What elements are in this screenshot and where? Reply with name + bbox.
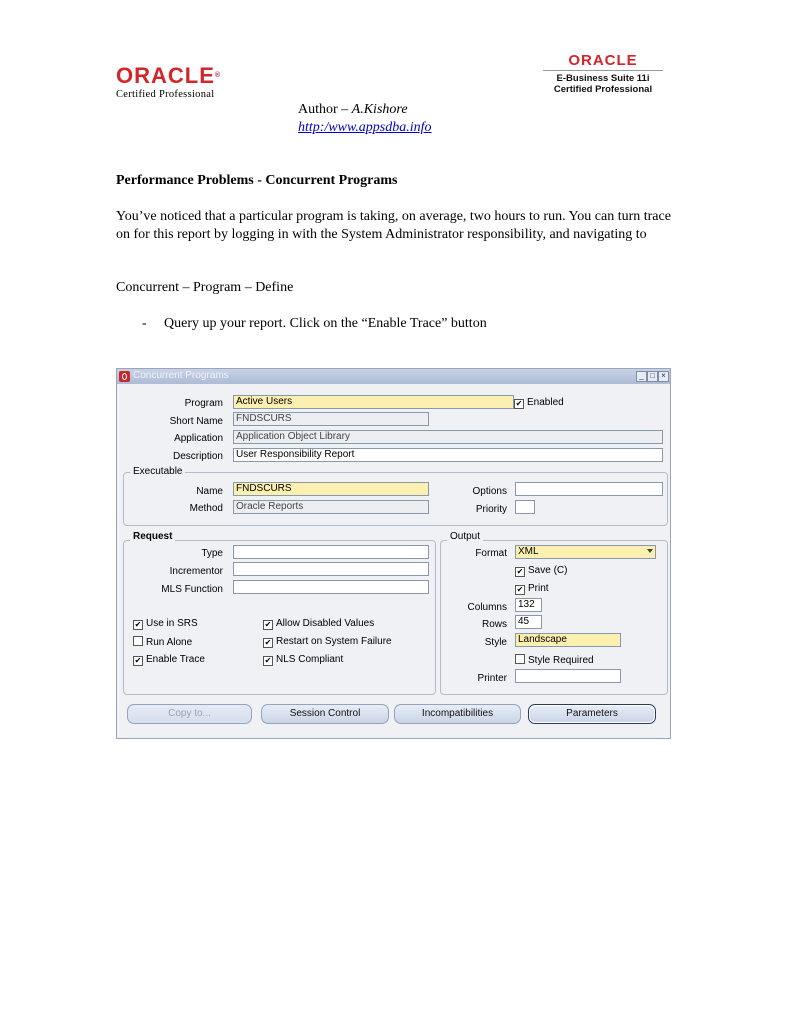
run-alone-label: Run Alone (146, 637, 193, 648)
empty-checkbox-icon (515, 654, 525, 664)
options-field[interactable] (515, 482, 663, 496)
check-icon: ✔ (515, 399, 523, 408)
style-field[interactable]: Landscape (515, 633, 621, 647)
author-block (298, 101, 432, 137)
rows-label: Rows (481, 619, 507, 630)
description-field[interactable]: User Responsibility Report (233, 448, 663, 462)
printer-field[interactable] (515, 669, 621, 683)
print-label: Print (528, 583, 549, 594)
program-field[interactable]: Active Users (233, 395, 514, 409)
session-control-button[interactable]: Session Control (261, 704, 389, 724)
check-icon: ✔ (134, 656, 142, 665)
short-name-field[interactable]: FNDSCURS (233, 412, 429, 426)
mls-function-field[interactable] (233, 580, 429, 594)
check-icon: ✔ (516, 567, 524, 576)
run-alone-checkbox[interactable] (133, 636, 192, 648)
allow-disabled-values-checkbox[interactable] (263, 618, 374, 630)
format-select[interactable] (515, 545, 656, 559)
logo-left-subtitle: Certified Professional (116, 89, 215, 100)
check-icon: ✔ (134, 620, 142, 629)
logo-left-word: ORACLE (116, 63, 215, 88)
type-label: Type (201, 548, 223, 559)
enabled-checkbox[interactable] (514, 397, 564, 409)
dropdown-arrow-icon (647, 549, 653, 553)
check-icon: ✔ (264, 638, 272, 647)
check-icon: ✔ (264, 620, 272, 629)
allow-disabled-values-label: Allow Disabled Values (276, 618, 375, 629)
oracle-certified-professional-logo: ORACLE® Certified Professional (116, 63, 222, 100)
mls-function-label: MLS Function (161, 584, 223, 595)
incrementor-label: Incrementor (169, 566, 223, 577)
description-label: Description (172, 451, 223, 462)
incrementor-field[interactable] (233, 562, 429, 576)
incompatibilities-button[interactable]: Incompatibilities (394, 704, 521, 724)
style-required-label: Style Required (528, 655, 594, 666)
minimize-icon[interactable]: _ (636, 371, 647, 382)
concurrent-programs-window (116, 368, 671, 739)
request-group-title: Request (130, 531, 175, 542)
instruction-bullet (142, 316, 487, 332)
enable-trace-checkbox[interactable] (133, 654, 205, 666)
restart-on-failure-checkbox[interactable] (263, 636, 392, 648)
enable-trace-label: Enable Trace (146, 654, 205, 665)
options-label: Options (472, 486, 507, 497)
executable-group-title: Executable (130, 466, 185, 477)
logo-right-line2: Certified Professional (553, 84, 653, 95)
rows-field[interactable]: 45 (515, 615, 542, 629)
logo-right-line1: E-Business Suite 11i (556, 73, 650, 84)
method-field[interactable]: Oracle Reports (233, 500, 429, 514)
logo-right-word: ORACLE (568, 52, 638, 69)
format-label: Format (475, 548, 507, 559)
nls-compliant-label: NLS Compliant (276, 654, 344, 665)
use-in-srs-checkbox[interactable] (133, 618, 198, 630)
copy-to-button[interactable]: Copy to... (127, 704, 252, 724)
style-label: Style (484, 637, 507, 648)
executable-name-field[interactable]: FNDSCURS (233, 482, 429, 496)
bullet-dash: - (142, 316, 147, 331)
check-icon: ✔ (264, 656, 272, 665)
oracle-app-icon (119, 371, 130, 382)
save-label: Save (C) (528, 565, 568, 576)
priority-label: Priority (475, 504, 507, 515)
ebs-certified-professional-logo (543, 54, 663, 95)
restart-on-failure-label: Restart on System Failure (276, 636, 392, 647)
author-website-link[interactable]: http:/www.appsdba.info (298, 120, 432, 135)
program-label: Program (184, 398, 223, 409)
method-label: Method (189, 503, 223, 514)
use-in-srs-label: Use in SRS (146, 618, 198, 629)
empty-checkbox-icon (133, 636, 143, 646)
nls-compliant-checkbox[interactable] (263, 654, 343, 666)
type-field[interactable] (233, 545, 429, 559)
executable-name-label: Name (196, 486, 223, 497)
style-required-checkbox[interactable] (515, 654, 594, 666)
author-name: A.Kishore (351, 102, 408, 117)
section-heading: Performance Problems - Concurrent Programs (116, 173, 398, 188)
application-label: Application (174, 433, 223, 444)
columns-label: Columns (467, 602, 507, 613)
priority-field[interactable] (515, 500, 535, 514)
columns-field[interactable]: 132 (515, 598, 542, 612)
executable-group (123, 472, 668, 526)
short-name-label: Short Name (169, 416, 223, 427)
format-value: XML (518, 546, 539, 557)
save-checkbox[interactable] (515, 565, 567, 577)
window-titlebar (117, 369, 670, 384)
check-icon: ✔ (516, 585, 524, 594)
author-prefix: Author – (298, 102, 352, 117)
application-field[interactable]: Application Object Library (233, 430, 663, 444)
navigation-path: Concurrent – Program – Define (116, 280, 294, 295)
maximize-icon[interactable]: □ (647, 371, 658, 382)
output-group-title: Output (447, 531, 483, 542)
enabled-label: Enabled (527, 397, 564, 408)
window-title: Concurrent Programs (133, 370, 229, 381)
bullet-text: Query up your report. Click on the “Enable Trace” button (164, 316, 487, 331)
printer-label: Printer (477, 673, 507, 684)
close-icon[interactable]: × (658, 371, 669, 382)
parameters-button[interactable]: Parameters (528, 704, 656, 724)
print-checkbox[interactable] (515, 583, 549, 595)
intro-paragraph: You’ve noticed that a particular program is taking, on average, two hours to run. You can turn trace on for this report by logging in with the System Administrator responsibility, and navigating to (116, 209, 671, 242)
